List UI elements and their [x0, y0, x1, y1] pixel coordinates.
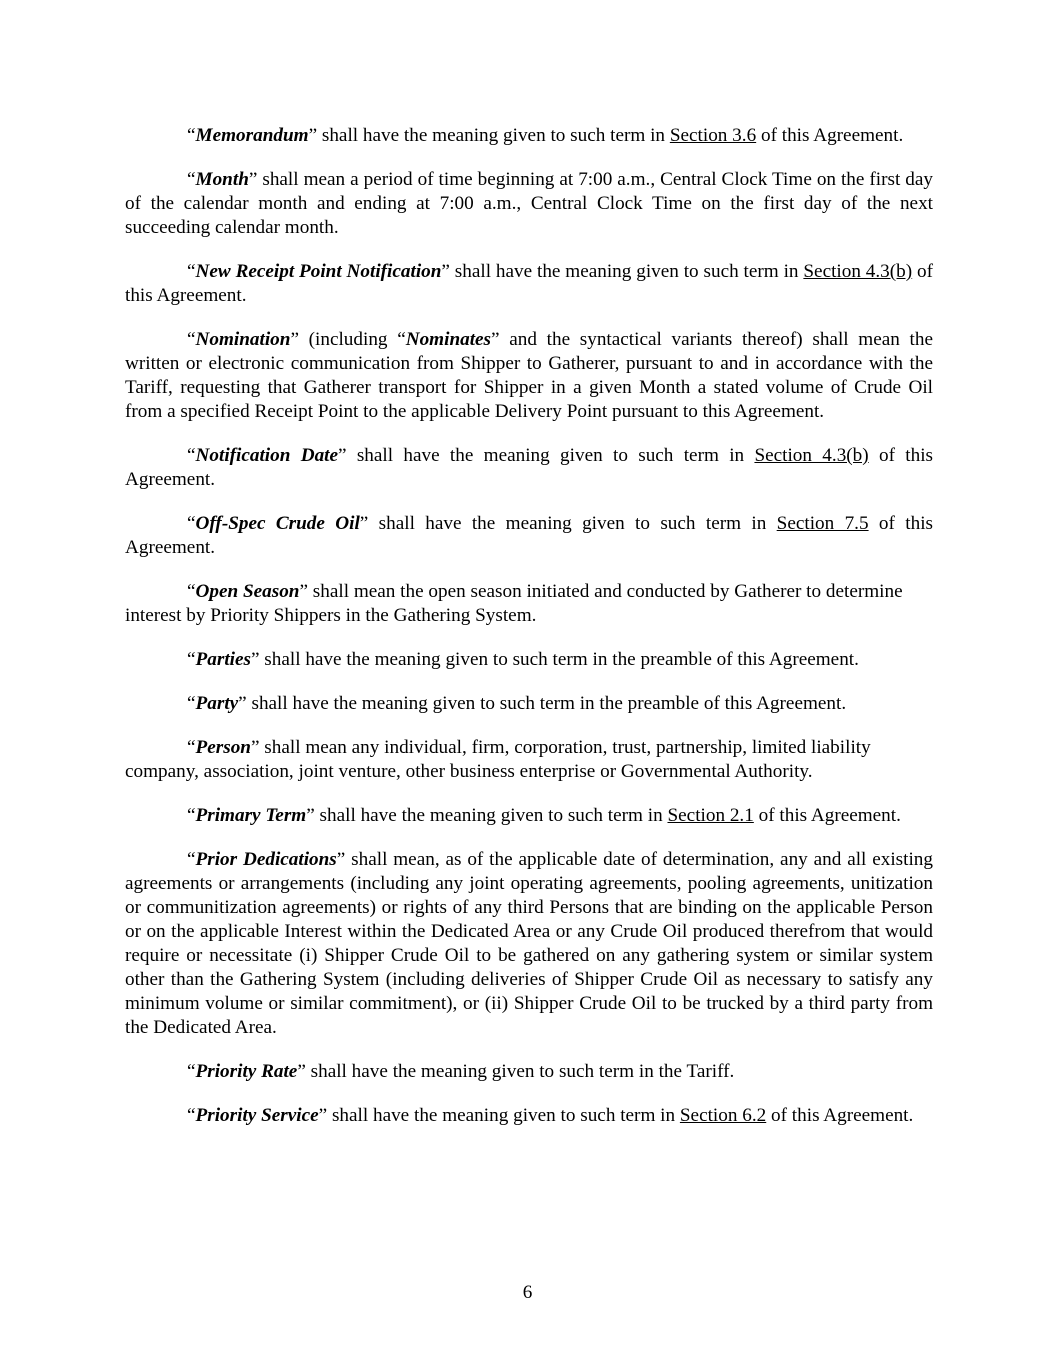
definition-text: “: [187, 1061, 196, 1082]
definition-text: “: [187, 849, 196, 870]
definition-paragraph: [125, 692, 933, 716]
defined-term: Parties: [195, 649, 251, 670]
defined-term: New Receipt Point Notification: [195, 261, 442, 282]
definition-text: ” shall have the meaning given to such term in: [308, 125, 670, 146]
definition-text: ” and the syntactical variants thereof) shall mean the written or electronic communication from Shipper to Gatherer, pursuant to and in accordance with the Tariff, requesting that Gatherer transport for Shipper in a given Month a stated volume of Crude Oil from a specified Receipt Point to the applicable Delivery Point pursuant to this Agreement.: [125, 329, 933, 422]
definition-text: “: [187, 805, 196, 826]
defined-term: Notification Date: [195, 445, 339, 466]
definition-text: ” (including “: [290, 329, 406, 350]
definition-paragraph: [125, 1060, 933, 1084]
definition-text: “: [187, 581, 196, 602]
definition-text: “: [187, 445, 196, 466]
definition-text: ” shall have the meaning given to such term in the Tariff.: [297, 1061, 735, 1082]
definition-text: ” shall have the meaning given to such term in: [359, 513, 777, 534]
definition-text: of this Agreement.: [125, 261, 934, 306]
definition-paragraph: [125, 444, 933, 492]
definition-text: “: [187, 513, 196, 534]
definition-paragraph: [125, 260, 933, 308]
definition-text: ” shall have the meaning given to such term in: [306, 805, 668, 826]
section-reference: Section 2.1: [667, 805, 754, 826]
definition-text: “: [187, 261, 196, 282]
defined-term: Party: [195, 693, 239, 714]
defined-term: Priority Service: [195, 1105, 319, 1126]
defined-term: Nomination: [195, 329, 291, 350]
definition-text: “: [187, 1105, 196, 1126]
definition-text: ” shall have the meaning given to such term in the preamble of this Agreement.: [238, 693, 847, 714]
definition-text: “: [187, 737, 196, 758]
defined-term: Person: [195, 737, 251, 758]
defined-term: Off-Spec Crude Oil: [195, 513, 360, 534]
definition-text: “: [187, 649, 196, 670]
definition-text: ” shall have the meaning given to such term in the preamble of this Agreement.: [250, 649, 859, 670]
section-reference: Section 4.3(b): [803, 261, 913, 282]
defined-term: Memorandum: [195, 125, 309, 146]
definition-text: of this Agreement.: [125, 513, 933, 558]
definition-text: of this Agreement.: [756, 125, 904, 146]
defined-term: Priority Rate: [195, 1061, 298, 1082]
defined-term: Open Season: [195, 581, 300, 602]
definition-paragraph: [125, 736, 933, 784]
definition-text: “: [187, 169, 196, 190]
defined-term: Month: [195, 169, 249, 190]
defined-term: Prior Dedications: [195, 849, 337, 870]
page-number: 6: [522, 1282, 533, 1303]
definition-paragraph: [125, 328, 933, 424]
defined-term: Nominates: [405, 329, 492, 350]
definition-paragraph: [125, 580, 933, 628]
definitions-list: [125, 124, 933, 1148]
section-reference: Section 6.2: [679, 1105, 767, 1126]
definition-paragraph: [125, 1104, 933, 1128]
definition-paragraph: [125, 804, 933, 828]
definition-paragraph: [125, 848, 933, 1040]
definition-text: ” shall have the meaning given to such term in: [338, 445, 755, 466]
definition-text: ” shall mean any individual, firm, corporation, trust, partnership, limited liability company, association, joint venture, other business enterprise or Governmental Authority.: [125, 737, 871, 782]
definition-text: of this Agreement.: [766, 1105, 914, 1126]
definition-text: “: [187, 693, 196, 714]
definition-paragraph: [125, 168, 933, 240]
definition-text: ” shall mean, as of the applicable date of determination, any and all existing agreements or arrangements (including any joint operating agreements, pooling agreements, unitization or communitization agreements) or rights of any third Persons that are binding on the applicable Person or on the applicable Interest within the Dedicated Area or any Crude Oil produced therefrom that would require or necessitate (i) Shipper Crude Oil to be gathered on any gathering system or similar system other than the Gathering System (including deliveries of Shipper Crude Oil as necessary to satisfy any minimum volume or similar commitment), or (ii) Shipper Crude Oil to be trucked by a third party from the Dedicated Area.: [125, 849, 933, 1038]
definition-paragraph: [125, 512, 933, 560]
definition-text: of this Agreement.: [125, 445, 934, 490]
definition-paragraph: [125, 648, 933, 672]
definition-text: ” shall have the meaning given to such term in: [441, 261, 804, 282]
definition-text: ” shall mean a period of time beginning at 7:00 a.m., Central Clock Time on the first day of the calendar month and ending at 7:00 a.m., Central Clock Time on the first day of the next succeeding calendar month.: [125, 169, 933, 238]
definition-text: “: [187, 125, 196, 146]
definition-paragraph: [125, 124, 933, 148]
definition-text: of this Agreement.: [753, 805, 901, 826]
section-reference: Section 4.3(b): [754, 445, 869, 466]
definition-text: ” shall have the meaning given to such term in: [318, 1105, 680, 1126]
defined-term: Primary Term: [195, 805, 307, 826]
section-reference: Section 3.6: [669, 125, 757, 146]
definition-text: “: [187, 329, 196, 350]
definition-text: ” shall mean the open season initiated and conducted by Gatherer to determine interest by Priority Shippers in the Gathering System.: [125, 581, 903, 626]
section-reference: Section 7.5: [776, 513, 869, 534]
